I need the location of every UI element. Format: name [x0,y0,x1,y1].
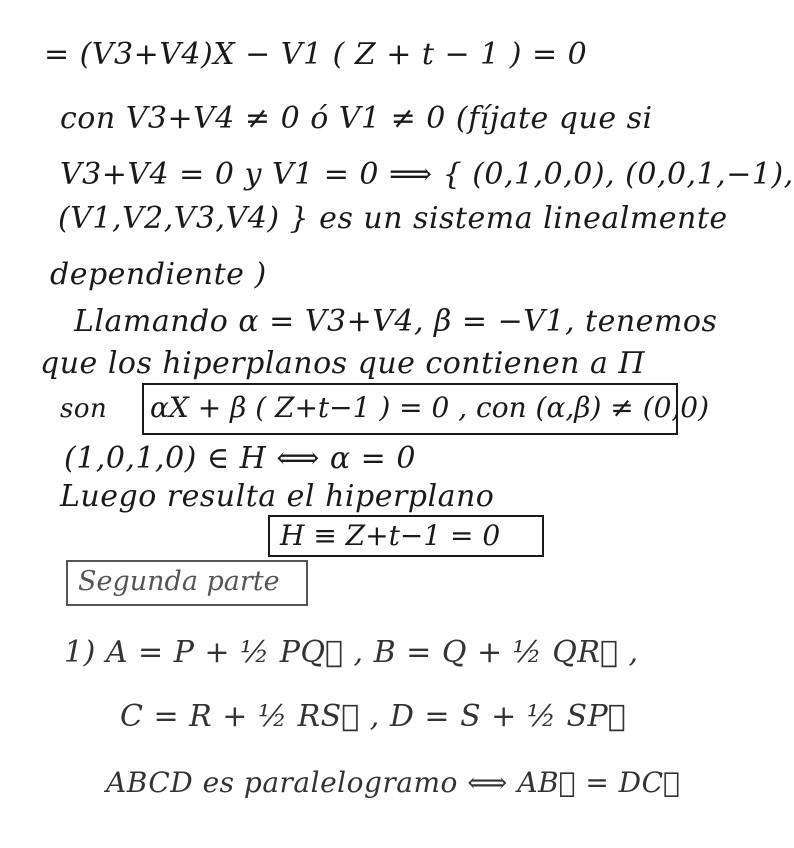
text-line-2: con V3+V4 ≠ 0 ó V1 ≠ 0 (fíjate que si [60,101,653,136]
equation-line-1: = (V3+V4)X − V1 ( Z + t − 1 ) = 0 [44,37,588,72]
text-line-14: ABCD es paralelogramo ⟺ AB⃗ = DC⃗ [106,766,681,799]
text-line-7: que los hiperplanos que contienen a Π [40,346,646,381]
text-line-8-prefix: son [60,394,108,424]
text-line-6: Llamando α = V3+V4, β = −V1, tenemos [74,304,718,339]
boxed-equation-hyperplane: H ≡ Z+t−1 = 0 [280,519,501,552]
text-line-9: (1,0,1,0) ∈ H ⟺ α = 0 [64,441,416,476]
text-line-5: dependiente ) [50,257,267,292]
text-line-13: C = R + ½ RS⃗ , D = S + ½ SP⃗ [120,699,627,734]
section-title: Segunda parte [78,566,280,597]
text-line-4: (V1,V2,V3,V4) } es un sistema linealmente [58,201,728,236]
text-line-12: 1) A = P + ½ PQ⃗ , B = Q + ½ QR⃗ , [64,635,639,670]
text-line-10: Luego resulta el hiperplano [60,479,495,514]
text-line-3: V3+V4 = 0 y V1 = 0 ⟹ { (0,1,0,0), (0,0,1,−1), [60,157,794,192]
boxed-equation-hyperplanes: αX + β ( Z+t−1 ) = 0 , con (α,β) ≠ (0,0) [150,391,710,424]
